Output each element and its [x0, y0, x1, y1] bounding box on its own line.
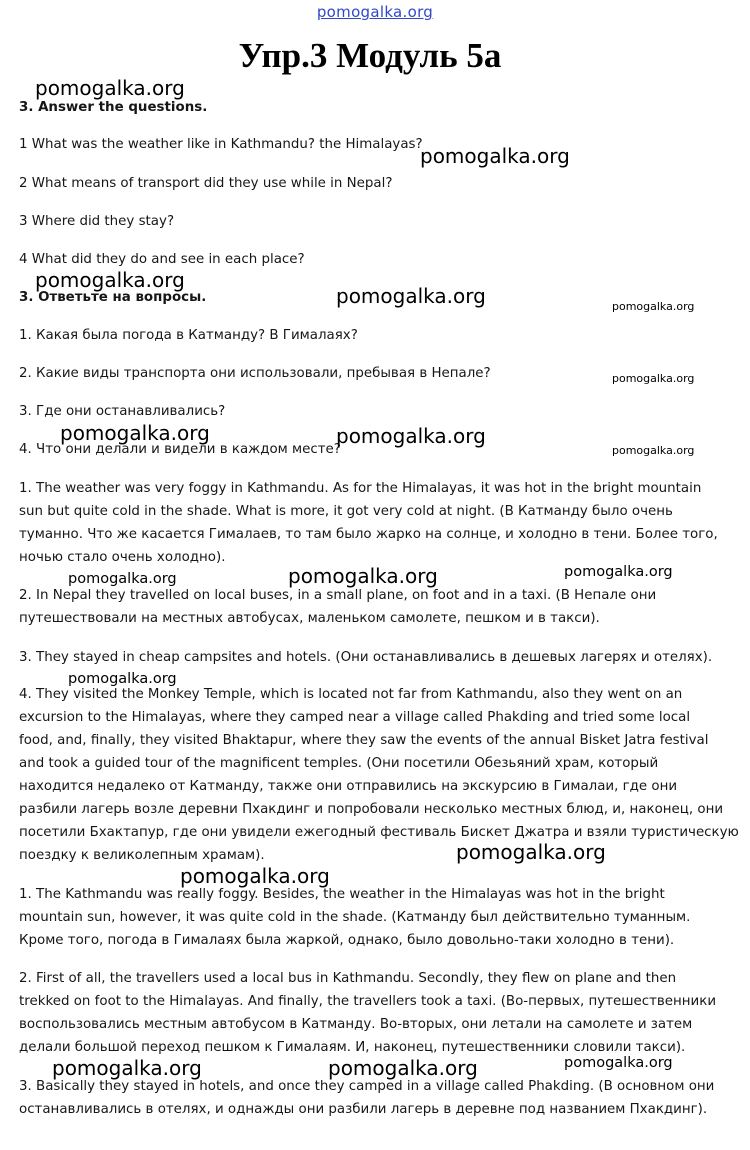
watermark: pomogalka.org: [35, 76, 185, 100]
alt-answer1-line: mountain sun, however, it was quite cold in the shade. (Катманду был действительно туманным.: [19, 910, 691, 925]
answer4-line: food, and, finally, they visited Bhaktapur, where they saw the events of the annual Bisket Jatra festival: [19, 733, 709, 748]
russian-question-2: 2. Какие виды транспорта они использовали, пребывая в Непале?: [19, 366, 491, 381]
alt-answer3-line: 3. Basically they stayed in hotels, and once they camped in a village called Phakding. (В основном они: [19, 1079, 715, 1094]
watermark: pomogalka.org: [612, 300, 695, 313]
answer1-line: туманно. Что же касается Гималаев, то там было жарко на солнце, и холодно в тени. Более того,: [19, 527, 718, 542]
russian-question-4: 4. Что они делали и видели в каждом месте?: [19, 442, 341, 457]
answer3-line: 3. They stayed in cheap campsites and hotels. (Они останавливались в дешевых лагерях и отелях).: [19, 650, 713, 665]
watermark: pomogalka.org: [35, 268, 185, 292]
watermark: pomogalka.org: [564, 564, 673, 580]
answer1-line: sun but quite cold in the shade. What is more, it got very cold at night. (В Катманду было очень: [19, 504, 673, 519]
russian-question-3: 3. Где они останавливались?: [19, 404, 226, 419]
english-question-2: 2 What means of transport did they use while in Nepal?: [19, 176, 393, 191]
alt-answer2-line: воспользовались местным автобусом в Катманду. Во-вторых, они летали на самолете и затем: [19, 1017, 693, 1032]
english-task-heading: 3. Answer the questions.: [19, 100, 208, 115]
watermark: pomogalka.org: [420, 144, 570, 168]
watermark: pomogalka.org: [68, 671, 177, 687]
answer4-line: находится недалеко от Катманду, также они отправились на экскурсию в Гималаи, где они: [19, 779, 678, 794]
alt-answer2-line: 2. First of all, the travellers used a local bus in Kathmandu. Secondly, they flew on plane and then: [19, 971, 677, 986]
watermark: pomogalka.org: [180, 864, 330, 888]
watermark: pomogalka.org: [456, 840, 606, 864]
answer4-line: excursion to the Himalayas, where they camped near a village called Phakding and tried some local: [19, 710, 691, 725]
watermark: pomogalka.org: [564, 1055, 673, 1071]
answer1-line: 1. The weather was very foggy in Kathmandu. As for the Himalayas, it was hot in the bright mountain: [19, 481, 702, 496]
site-header-link[interactable]: pomogalka.org: [316, 3, 434, 21]
english-question-4: 4 What did they do and see in each place?: [19, 252, 305, 267]
watermark: pomogalka.org: [60, 421, 210, 445]
alt-answer1-line: Кроме того, погода в Гималаях была жаркой, однако, было довольно-таки холодно в тени).: [19, 933, 675, 948]
watermark: pomogalka.org: [328, 1056, 478, 1080]
watermark: pomogalka.org: [336, 424, 486, 448]
watermark: pomogalka.org: [612, 444, 695, 457]
alt-answer2-line: trekked on foot to the Himalayas. And finally, the travellers took a taxi. (Во-первых, путешественники: [19, 994, 717, 1009]
watermark: pomogalka.org: [336, 284, 486, 308]
answer1-line: ночью стало очень холодно).: [19, 550, 226, 565]
page-title: Упр.3 Модуль 5а: [238, 36, 502, 75]
answer4-line: разбили лагерь возле деревни Пхакдинг и попробовали несколько местных блюд, и, наконец, они: [19, 802, 724, 817]
english-question-1: 1 What was the weather like in Kathmandu? the Himalayas?: [19, 137, 423, 152]
alt-answer3-line: останавливались в отелях, и однажды они разбили лагерь в деревне под названием Пхакдинг).: [19, 1102, 708, 1117]
answer2-line: путешествовали на местных автобусах, маленьком самолете, пешком и в такси).: [19, 611, 600, 626]
watermark: pomogalka.org: [52, 1056, 202, 1080]
answer4-line: поездку к великолепным храмам).: [19, 848, 265, 863]
answer4-line: 4. They visited the Monkey Temple, which is located not far from Kathmandu, also they went on an: [19, 687, 683, 702]
english-question-3: 3 Where did they stay?: [19, 214, 175, 229]
answer2-line: 2. In Nepal they travelled on local buses, in a small plane, on foot and in a taxi. (В Непале они: [19, 588, 657, 603]
watermark: pomogalka.org: [68, 571, 177, 587]
russian-task-heading: 3. Ответьте на вопросы.: [19, 290, 207, 305]
watermark: pomogalka.org: [288, 564, 438, 588]
answer4-line: посетили Бхактапур, где они увидели ежегодный фестиваль Бискет Джатра и взяли туристическую: [19, 825, 739, 840]
russian-question-1: 1. Какая была погода в Катманду? В Гималаях?: [19, 328, 358, 343]
watermark: pomogalka.org: [612, 372, 695, 385]
answer4-line: and took a guided tour of the magnificent temples. (Они посетили Обезьяний храм, который: [19, 756, 659, 771]
alt-answer2-line: делали большой переход пешком к Гималаям. И, наконец, путешественники словили такси).: [19, 1040, 686, 1055]
alt-answer1-line: 1. The Kathmandu was really foggy. Besides, the weather in the Himalayas was hot in the bright: [19, 887, 665, 902]
